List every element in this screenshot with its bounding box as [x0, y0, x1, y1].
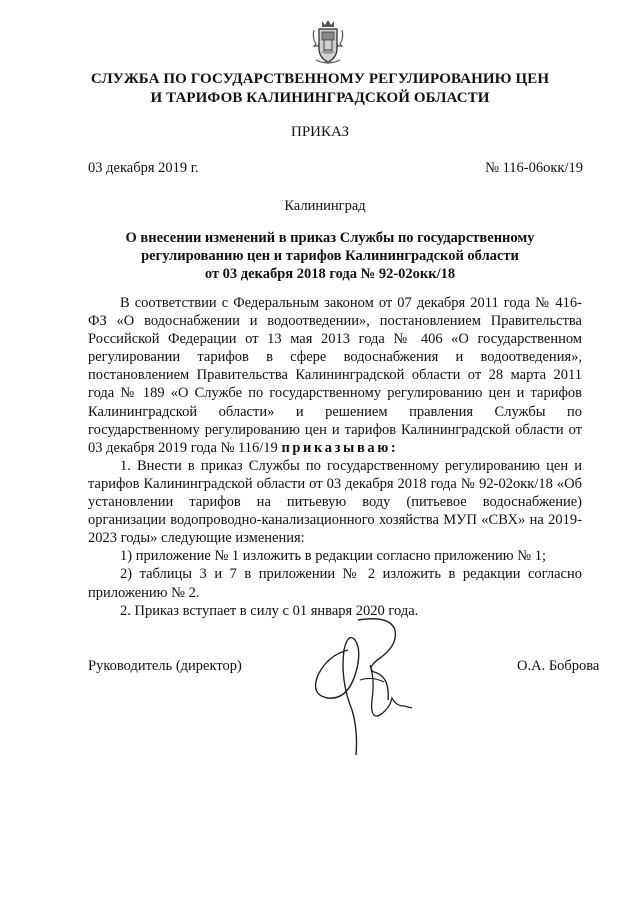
item-1-2-paragraph: 2) таблицы 3 и 7 в приложении № 2 изложить в редакции согласно приложению № 2.: [88, 566, 582, 601]
item-1-paragraph: 1. Внести в приказ Службы по государственному регулированию цен и тарифов Калининградской области от 03 декабря 2018 года № 92-02окк/18 «Об установлении тарифов на питьевую воду (питьевое водоснабжение) организации водопроводно-канализационного хозяйства МУП «СВХ» на 2019-2023 годы» следующие изменения:: [88, 457, 582, 547]
preamble-text: В соответствии с Федеральным законом от 07 декабря 2011 года № 416-ФЗ «О водоснабжении и водоотведении», постановлением Правительства Российской Федерации от 13 мая 2013 года № 406 «О государственном регулировании тарифов в сфере водоснабжения и водоотведения», постановлением Правительства Калининградской области от 28 марта 2011 года № 189 «О Службе по государственному регулированию цен и тарифов Калининградской области» и решением правления Службы по государственному регулированию цен и тарифов Калининградской области от 03 декабря 2019 года № 116/19: [88, 295, 582, 456]
item-2-paragraph: 2. Приказ вступает в силу с 01 января 2020 года.: [120, 602, 419, 619]
org-line-2: И ТАРИФОВ КАЛИНИНГРАДСКОЙ ОБЛАСТИ: [150, 90, 490, 106]
document-subject: [80, 229, 580, 283]
subject-line-3: от 03 декабря 2018 года № 92-02окк/18: [204, 266, 456, 282]
document-date: 03 декабря 2019 г.: [88, 160, 199, 176]
organization-name: [60, 70, 580, 108]
signer-name: О.А. Боброва: [517, 658, 600, 674]
signature-icon: [300, 610, 420, 760]
org-line-1: СЛУЖБА ПО ГОСУДАРСТВЕННОМУ РЕГУЛИРОВАНИЮ ЦЕН: [90, 71, 550, 87]
item-1-1-paragraph: 1) приложение № 1 изложить в редакции согласно приложению № 1;: [120, 548, 546, 565]
preamble-paragraph: [88, 294, 582, 457]
order-word: приказываю:: [281, 439, 399, 456]
coat-of-arms-icon: [308, 18, 348, 66]
document-type: ПРИКАЗ: [291, 124, 349, 140]
signer-position: Руководитель (директор): [88, 658, 242, 674]
document-number: № 116-06окк/19: [485, 160, 583, 176]
document-city: Калининград: [284, 198, 366, 214]
subject-line-1: О внесении изменений в приказ Службы по государственному: [125, 230, 535, 246]
subject-line-2: регулированию цен и тарифов Калининградской области: [141, 248, 519, 264]
document-body: [88, 294, 582, 620]
